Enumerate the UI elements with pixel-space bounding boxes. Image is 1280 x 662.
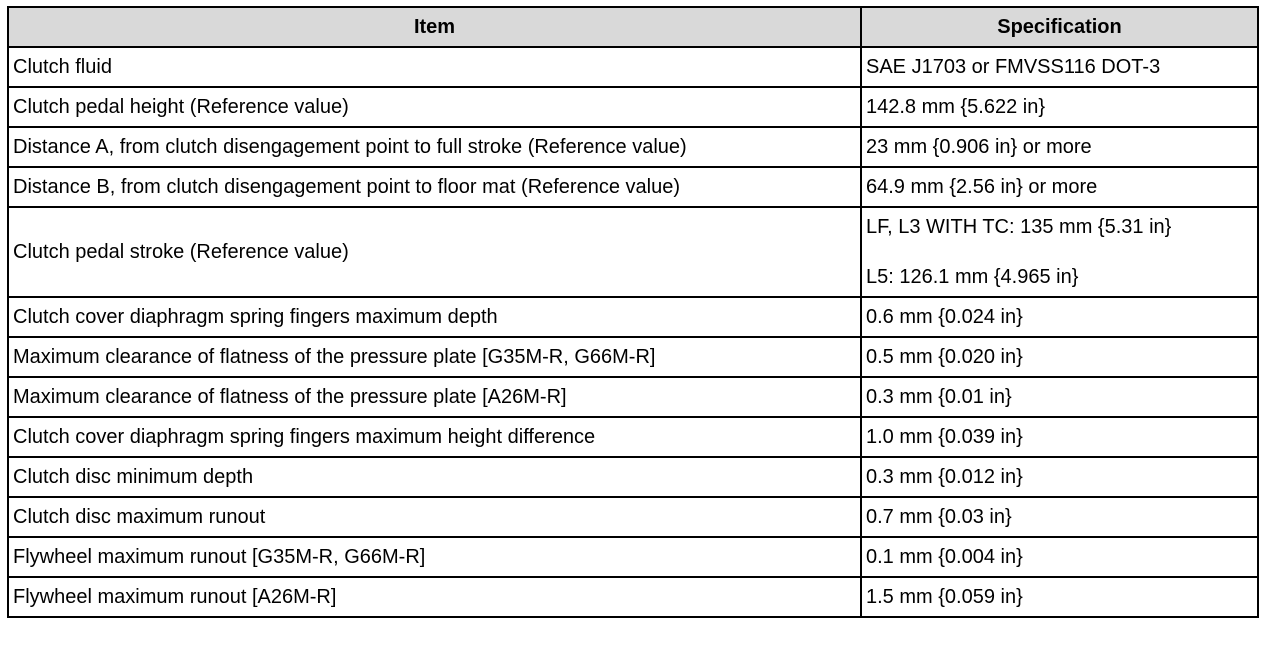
- spec-value: LF, L3 WITH TC: 135 mm {5.31 in}: [866, 216, 1172, 238]
- spec-cell: [861, 497, 1258, 537]
- spec-cell: [861, 207, 1258, 297]
- table-row: [8, 167, 1258, 207]
- spec-cell: [861, 167, 1258, 207]
- spec-value: 0.3 mm {0.012 in}: [866, 466, 1023, 488]
- table-row: [8, 337, 1258, 377]
- spec-cell: [861, 337, 1258, 377]
- table-row: [8, 297, 1258, 337]
- table-row: [8, 417, 1258, 457]
- table-row: [8, 127, 1258, 167]
- table-body: [8, 47, 1258, 617]
- spec-value: 1.5 mm {0.059 in}: [866, 586, 1023, 608]
- spec-value: L5: 126.1 mm {4.965 in}: [866, 266, 1079, 288]
- item-cell: Clutch disc maximum runout: [8, 497, 861, 537]
- spec-value: 142.8 mm {5.622 in}: [866, 96, 1046, 118]
- spec-value: 0.5 mm {0.020 in}: [866, 346, 1023, 368]
- header-item: Item: [8, 7, 861, 47]
- item-cell: Clutch pedal stroke (Reference value): [8, 207, 861, 297]
- spec-cell: [861, 47, 1258, 87]
- table-row: [8, 577, 1258, 617]
- spec-cell: [861, 417, 1258, 457]
- table-row: [8, 497, 1258, 537]
- header-row: [8, 7, 1258, 47]
- spec-value: 0.3 mm {0.01 in}: [866, 386, 1012, 408]
- item-cell: Clutch cover diaphragm spring fingers maximum depth: [8, 297, 861, 337]
- spec-value: 1.0 mm {0.039 in}: [866, 426, 1023, 448]
- table-header: [8, 7, 1258, 47]
- item-cell: Clutch disc minimum depth: [8, 457, 861, 497]
- spec-value: 23 mm {0.906 in} or more: [866, 136, 1092, 158]
- item-cell: Distance A, from clutch disengagement point to full stroke (Reference value): [8, 127, 861, 167]
- spec-cell: [861, 87, 1258, 127]
- table-row: [8, 537, 1258, 577]
- spec-value: 0.6 mm {0.024 in}: [866, 306, 1023, 328]
- spec-value: 0.7 mm {0.03 in}: [866, 506, 1012, 528]
- spec-cell: [861, 577, 1258, 617]
- item-cell: Maximum clearance of flatness of the pressure plate [G35M-R, G66M-R]: [8, 337, 861, 377]
- spec-cell: [861, 457, 1258, 497]
- table-row: [8, 47, 1258, 87]
- item-cell: Clutch cover diaphragm spring fingers maximum height difference: [8, 417, 861, 457]
- item-cell: Clutch pedal height (Reference value): [8, 87, 861, 127]
- spec-cell: [861, 127, 1258, 167]
- item-cell: Flywheel maximum runout [A26M-R]: [8, 577, 861, 617]
- table-row: [8, 377, 1258, 417]
- header-specification: Specification: [861, 7, 1258, 47]
- item-cell: Flywheel maximum runout [G35M-R, G66M-R]: [8, 537, 861, 577]
- table-row: [8, 207, 1258, 297]
- table-row: [8, 457, 1258, 497]
- spec-value: 64.9 mm {2.56 in} or more: [866, 176, 1098, 198]
- specification-table: [7, 6, 1259, 618]
- spec-cell: [861, 297, 1258, 337]
- item-cell: Distance B, from clutch disengagement point to floor mat (Reference value): [8, 167, 861, 207]
- spec-cell: [861, 377, 1258, 417]
- table-row: [8, 87, 1258, 127]
- spec-cell: [861, 537, 1258, 577]
- item-cell: Clutch fluid: [8, 47, 861, 87]
- item-cell: Maximum clearance of flatness of the pressure plate [A26M-R]: [8, 377, 861, 417]
- spec-value: SAE J1703 or FMVSS116 DOT-3: [866, 56, 1161, 78]
- spec-value: 0.1 mm {0.004 in}: [866, 546, 1023, 568]
